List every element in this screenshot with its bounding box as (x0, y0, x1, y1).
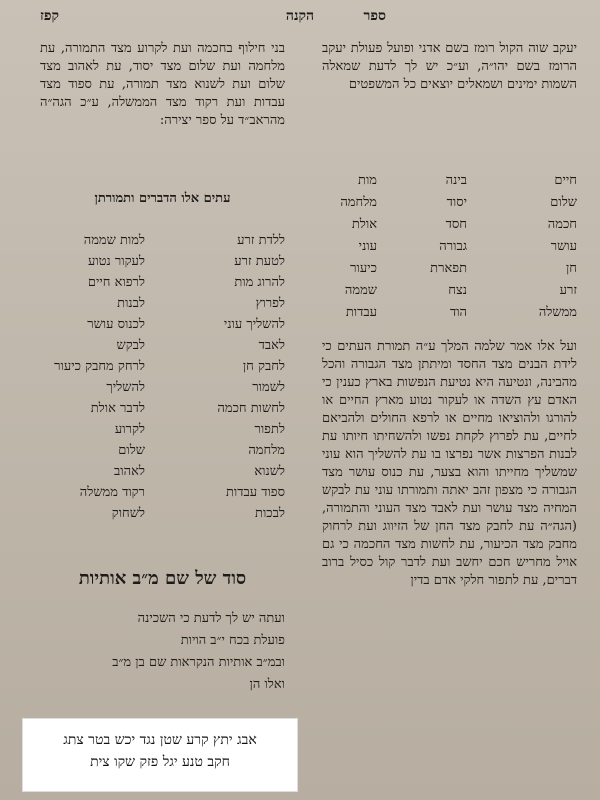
boxed-line: אבג יתץ קרע שטן נגד יכש בטר צתג (63, 732, 257, 748)
running-label: ספר (363, 8, 386, 24)
forty-two-letter-name-box (22, 718, 298, 792)
right-body-paragraph: ועל אלו אמר שלמה המלך ע״ה תמורת העתים כי לידת הבנים מצד החסד ומיתתן מצד הגבורה והכל מהבינה, ונטיעה היא נטיעת הנפשות בארץ כענין כי האדם עץ השדה או לעקור נטוע מארץ החיים או להורגו ולהוציאו מחיים או לרפא החולים ולהביאם לחיים, עת לפרוץ לקחת נפשו ולהשחיתו חיותו עת לבנות הפרצות אשר נפרצו בו עת להשליך הוא עוני שמשליך מחייתו והוא בצער, עת כנוס עושר מצד הגבורה כי מצפון זהב יאתה ותמורתו עוני עת לבקש המחיה מצד עושר ועת לאבד מצד העוני והתמורה, (הגה״ה עת לחבק מצד החן של הזיווג ועת לרחוק מחבק מצד הכיעור, עת לחשות מצד החכמה כי גם אויל מחריש חכם יחשב ועת לדבר קול כסיל ברוב דברים, עת לתפור חלקי אדם בדין (322, 339, 577, 588)
running-title: הקנה (285, 8, 315, 24)
page-number: קפז (40, 8, 60, 24)
section-title: סוד של שם מ״ב אותיות (78, 568, 247, 589)
section-body-line: ואלו הן (249, 677, 285, 692)
section-body-line: פועלת בכח י״ב הויות (180, 633, 285, 648)
book-page: קפז הקנה ספר יעקב שוה הקול רומז בשם אדני ופועל פעולת יעקב הרומז בשם יהו״ה, וע״כ יש לך לדעת שמאלה השמות ימינים ושמאלים יוצאים כל המשפטים חיים בינה מות שלום יסוד מלחמה חכמה חסד אולת עושר גבורה עוני חן תפארת כיעור זרע נצח שממה ממשלה הוד עבדות ועל אלו אמר שלמה המלך ע״ה תמורת העתים כי לידת הבנים מצד החסד ומיתתן מצד הגבורה והכל מהבינה, ונטיעה היא נטיעת הנפשות בארץ כענין כי האדם עץ השדה או לעקור נטוע מארץ החיים או להורגו ולהוציאו מחיים או לרפא החולים ולהביאם לחיים, עת לפרוץ לקחת נפשו ולהשחיתו חיותו עת לבנות הפרצות אשר נפרצו בו עת להשליך הוא עוני שמשליך מחייתו והוא בצער, עת כנוס עושר מצד הגבורה כי מצפון זהב יאתה ותמורתו עוני עת לבקש המחיה מצד עושר ועת לאבד מצד העוני והתמורה, (הגה״ה עת לחבק מצד החן של הזיווג ועת לרחוק מחבק מצד הכיעור, עת לחשות מצד החכמה כי גם אויל מחריש חכם יחשב ועת לדבר קול כסיל ברוב דברים, עת לתפור חלקי אדם בדין בני חילוף בחכמה ועת לקרוע מצד התמורה, עת מלחמה ועת שלום מצד יסוד, עת לאהוב מצד שלום ועת לשנוא מצד תמורה, עת ספוד מצד עבדות ועת רקוד מצד הממשלה, ע״כ הגה״ה מהראב״ד על ספר יצירה: עתים אלו הדברים ותמורתן ללדת זרע למות שממה לטעת זרע לעקור נטוע להרוג מות לרפוא חיים לפרוץ לבנות להשליך עוני לכנוס עושר לאבד לבקש לחבק חן לרחק מחבק כיעור לשמור להשליך לחשות חכמה לדבר אולת לתפור לקרוע מלחמה שלום לשנוא לאהוב ספוד עבדות רקוד ממשלה לבכות לשחוק סוד של שם מ״ב אותיות ועתה יש לך לדעת כי השכינה פועלת בכח י״ב הויות ובמ״ב אותיות הנקראות שם בן מ״ב ואלו הן אבג יתץ קרע שטן נגד יכש בטר צתג חקב טנע יגל פזק שקו צית (0, 0, 600, 800)
boxed-line: חקב טנע יגל פזק שקו צית (90, 754, 230, 770)
section-body-line: ועתה יש לך לדעת כי השכינה (137, 611, 285, 626)
left-intro-paragraph: בני חילוף בחכמה ועת לקרוע מצד התמורה, עת מלחמה ועת שלום מצד יסוד, עת לאהוב מצד שלום ועת לשנוא מצד תמורה, עת ספוד מצד עבדות ועת רקוד מצד הממשלה, ע״כ הגה״ה מהראב״ד על ספר יצירה: (40, 41, 285, 128)
right-intro-paragraph: יעקב שוה הקול רומז בשם אדני ופועל פעולת יעקב הרומז בשם יהו״ה, וע״כ יש לך לדעת שמאלה השמות ימינים ושמאלים יוצאים כל המשפטים (322, 41, 577, 92)
section-body-line: ובמ״ב אותיות הנקראות שם בן מ״ב (112, 655, 285, 670)
times-subtitle: עתים אלו הדברים ותמורתן (94, 191, 231, 206)
